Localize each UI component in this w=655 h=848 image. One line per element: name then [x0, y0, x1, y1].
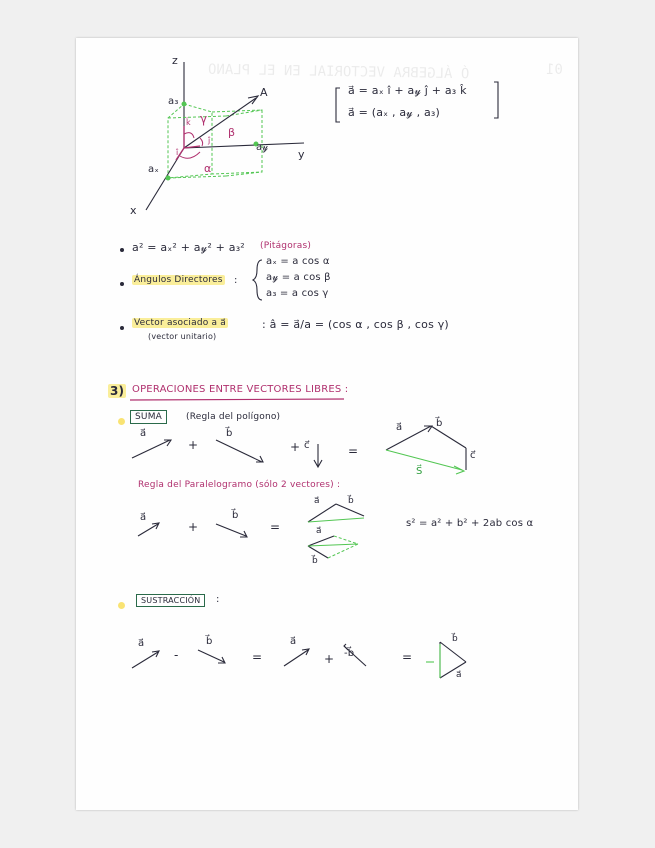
angulos-eq-2: a𝓎 = a cos β	[266, 272, 331, 283]
suma-rule: (Regla del polígono)	[186, 412, 281, 422]
axis-label-z: z	[172, 54, 178, 67]
suma-result-s: S⃗	[416, 466, 423, 477]
resta-plus: +	[324, 652, 335, 666]
unit-i: î	[176, 148, 179, 157]
resta-vec-a: a⃗	[138, 638, 145, 649]
pythagoras-formula: a² = aₓ² + a𝓎² + a₃²	[132, 241, 245, 254]
unit-vector-formula: : â = a⃗/a = (cos α , cos β , cos γ)	[262, 318, 449, 331]
suma-result-b: b⃗	[436, 418, 443, 429]
angulos-highlight: Ángulos Directores	[134, 275, 223, 285]
suma-eq: =	[348, 444, 359, 458]
paral-top-b: b⃗	[348, 496, 354, 506]
unit-vector-highlight: Vector asociado a a⃗	[134, 318, 226, 328]
paral-bottom-b: b⃗	[312, 556, 318, 566]
resta-vec-a-2: a⃗	[290, 636, 297, 647]
paral-bottom-a: a⃗	[316, 526, 322, 536]
suma-plus-1: +	[188, 438, 199, 452]
paral-plus: +	[188, 520, 199, 534]
vector-components: a⃗ = aₓ î + a𝓎 ĵ + a₃ k̂	[348, 84, 467, 97]
vector-a	[184, 98, 256, 148]
resta-neg-b: -b⃗	[344, 648, 355, 659]
bullet	[120, 248, 124, 252]
pythagoras-note: (Pitágoras)	[260, 241, 312, 251]
component-az: a₃	[168, 96, 179, 107]
section-number-highlight: 3)	[110, 384, 125, 398]
bullet	[118, 418, 125, 425]
bullet	[120, 326, 124, 330]
suma-result-c: c⃗	[470, 450, 476, 461]
suma-vec-a: a⃗	[140, 428, 147, 439]
resta-minus: -	[174, 648, 179, 662]
sustraccion-colon: :	[216, 594, 220, 605]
sketches	[76, 38, 578, 810]
paral-top-a: a⃗	[314, 496, 320, 506]
suma-vec-b: b⃗	[226, 428, 233, 439]
suma-label	[130, 412, 167, 422]
unit-k: k̂	[186, 118, 191, 127]
paral-vec-b: b⃗	[232, 510, 239, 521]
az-point	[182, 102, 187, 107]
angulos-label	[132, 275, 225, 285]
resta-result-b: b⃗	[452, 634, 458, 644]
paral-eq: =	[270, 520, 281, 534]
bullet	[118, 602, 125, 609]
suma-vec-c: c⃗	[304, 440, 310, 451]
unit-j: ĵ	[208, 136, 211, 145]
resta-vec-b: b⃗	[206, 636, 213, 647]
bleed-through-number: 01	[546, 62, 563, 78]
resta-eq-2: =	[402, 650, 413, 664]
sustraccion-box: SUSTRACCIÓN	[136, 594, 205, 607]
paral-vec-a: a⃗	[140, 512, 147, 523]
sustraccion-label	[136, 596, 205, 605]
section-number	[108, 384, 126, 398]
component-ax: aₓ	[148, 164, 159, 175]
paral-formula: s² = a² + b² + 2ab cos α	[406, 518, 534, 529]
component-ay: a𝓎	[256, 142, 269, 153]
notebook-page	[76, 38, 578, 810]
suma-box: SUMA	[130, 410, 167, 424]
vector-coordinates: a⃗ = (aₓ , a𝓎 , a₃)	[348, 106, 441, 119]
angulos-colon: :	[234, 275, 238, 286]
angle-alpha: α	[204, 162, 212, 175]
unit-vector-label	[132, 318, 228, 328]
angle-gamma: γ	[200, 112, 208, 126]
ax-point	[166, 176, 171, 181]
parallelogram-rule: Regla del Paralelogramo (sólo 2 vectores) :	[138, 480, 341, 490]
vector-label-a: A	[260, 86, 268, 99]
resta-result-a: a⃗	[456, 670, 462, 680]
suma-result-a: a⃗	[396, 422, 403, 433]
resta-eq-1: =	[252, 650, 263, 664]
bullet	[120, 282, 124, 286]
section-title: OPERACIONES ENTRE VECTORES LIBRES :	[132, 384, 349, 395]
unit-vector-sublabel: (vector unitario)	[148, 332, 217, 341]
suma-plus-2: +	[290, 440, 301, 454]
angle-beta: β	[228, 126, 236, 139]
axis-label-x: x	[130, 204, 137, 217]
bleed-through-title: Ó ÁLGEBRA VECTORIAL EN EL PLANO	[207, 61, 470, 83]
angulos-eq-3: a₃ = a cos γ	[266, 288, 329, 299]
angulos-eq-1: aₓ = a cos α	[266, 256, 330, 267]
axis-label-y: y	[298, 148, 305, 161]
